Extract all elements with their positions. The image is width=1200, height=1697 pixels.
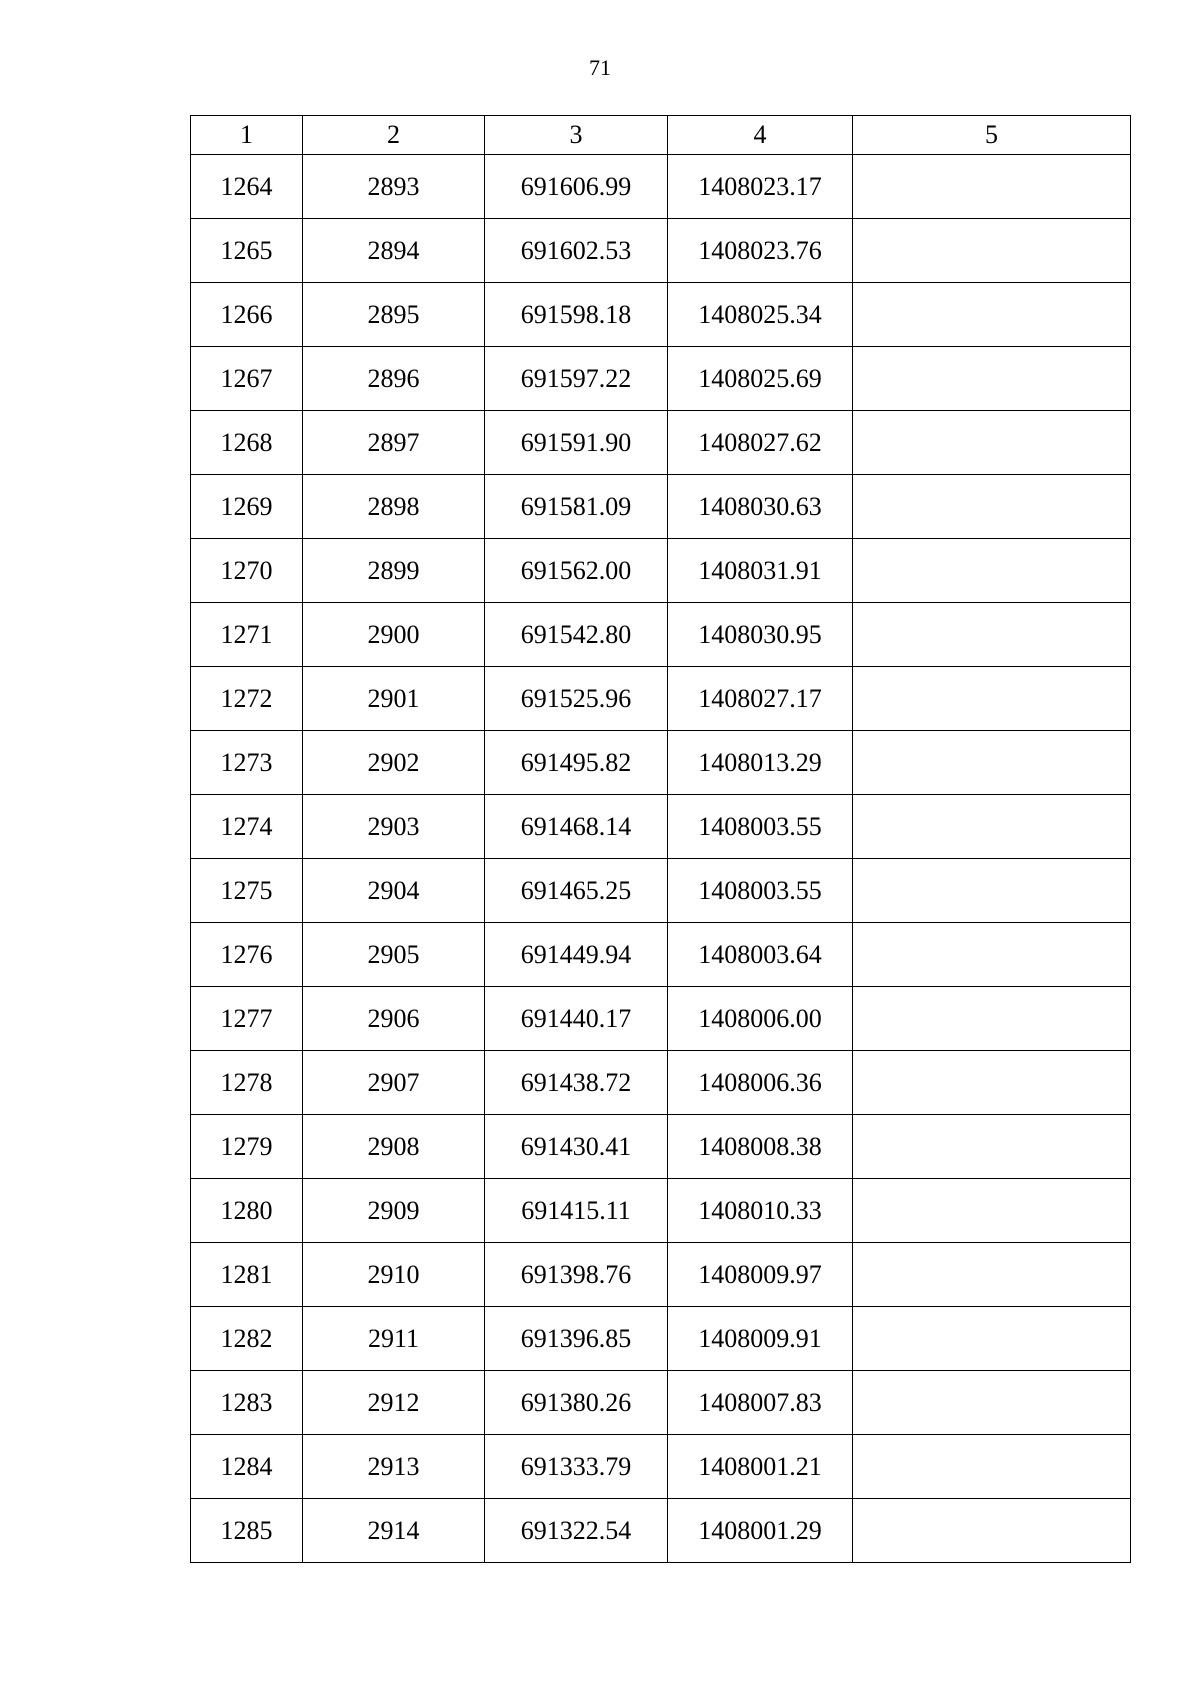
table-cell-col-4: 1408010.33 [668, 1179, 853, 1243]
table-row [191, 603, 1131, 667]
table-cell-col-1: 1269 [191, 475, 303, 539]
table-cell-col-4: 1408025.69 [668, 347, 853, 411]
table-cell-col-5 [853, 1307, 1131, 1371]
table-cell-col-5 [853, 219, 1131, 283]
table-cell-col-2: 2900 [303, 603, 485, 667]
table-row [191, 283, 1131, 347]
table-row [191, 539, 1131, 603]
table-cell-col-5 [853, 795, 1131, 859]
table-cell-col-3: 691562.00 [485, 539, 668, 603]
table-cell-col-2: 2913 [303, 1435, 485, 1499]
table-cell-col-4: 1408023.17 [668, 155, 853, 219]
table-cell-col-1: 1268 [191, 411, 303, 475]
table-cell-col-3: 691495.82 [485, 731, 668, 795]
table-cell-col-4: 1408008.38 [668, 1115, 853, 1179]
table-cell-col-2: 2906 [303, 987, 485, 1051]
table-body [191, 155, 1131, 1563]
table-cell-col-1: 1277 [191, 987, 303, 1051]
table-cell-col-3: 691606.99 [485, 155, 668, 219]
table-cell-col-3: 691430.41 [485, 1115, 668, 1179]
table-row [191, 411, 1131, 475]
table-cell-col-4: 1408009.97 [668, 1243, 853, 1307]
table-cell-col-4: 1408030.95 [668, 603, 853, 667]
table-cell-col-2: 2899 [303, 539, 485, 603]
table-cell-col-1: 1281 [191, 1243, 303, 1307]
table-row [191, 475, 1131, 539]
column-header-3: 3 [485, 116, 668, 155]
table-cell-col-1: 1270 [191, 539, 303, 603]
table-row [191, 347, 1131, 411]
column-header-4: 4 [668, 116, 853, 155]
table-cell-col-5 [853, 539, 1131, 603]
table-cell-col-2: 2901 [303, 667, 485, 731]
table-cell-col-2: 2895 [303, 283, 485, 347]
table-cell-col-4: 1408006.00 [668, 987, 853, 1051]
table-cell-col-5 [853, 603, 1131, 667]
table-cell-col-5 [853, 1243, 1131, 1307]
table-cell-col-4: 1408030.63 [668, 475, 853, 539]
table-cell-col-1: 1280 [191, 1179, 303, 1243]
table-cell-col-3: 691581.09 [485, 475, 668, 539]
column-header-1: 1 [191, 116, 303, 155]
table-cell-col-3: 691440.17 [485, 987, 668, 1051]
table-cell-col-3: 691598.18 [485, 283, 668, 347]
table-cell-col-5 [853, 859, 1131, 923]
table-cell-col-5 [853, 1179, 1131, 1243]
table-cell-col-1: 1282 [191, 1307, 303, 1371]
table-cell-col-5 [853, 731, 1131, 795]
table-cell-col-3: 691398.76 [485, 1243, 668, 1307]
table-row [191, 667, 1131, 731]
table-cell-col-2: 2905 [303, 923, 485, 987]
column-header-5: 5 [853, 116, 1131, 155]
table-cell-col-3: 691415.11 [485, 1179, 668, 1243]
table-cell-col-5 [853, 283, 1131, 347]
table-cell-col-2: 2902 [303, 731, 485, 795]
table-cell-col-1: 1279 [191, 1115, 303, 1179]
table-cell-col-2: 2897 [303, 411, 485, 475]
table-row [191, 1307, 1131, 1371]
table-cell-col-2: 2912 [303, 1371, 485, 1435]
table-cell-col-2: 2904 [303, 859, 485, 923]
table-cell-col-3: 691396.85 [485, 1307, 668, 1371]
table-cell-col-4: 1408009.91 [668, 1307, 853, 1371]
table-cell-col-2: 2908 [303, 1115, 485, 1179]
table-cell-col-4: 1408025.34 [668, 283, 853, 347]
table-cell-col-1: 1267 [191, 347, 303, 411]
table-row [191, 1179, 1131, 1243]
table-cell-col-5 [853, 1371, 1131, 1435]
table-cell-col-5 [853, 667, 1131, 731]
table-cell-col-1: 1266 [191, 283, 303, 347]
table-cell-col-3: 691542.80 [485, 603, 668, 667]
table-cell-col-2: 2909 [303, 1179, 485, 1243]
table-cell-col-5 [853, 475, 1131, 539]
table-cell-col-2: 2898 [303, 475, 485, 539]
table-cell-col-3: 691449.94 [485, 923, 668, 987]
table-cell-col-3: 691333.79 [485, 1435, 668, 1499]
table-cell-col-1: 1275 [191, 859, 303, 923]
table-cell-col-1: 1285 [191, 1499, 303, 1563]
table-cell-col-5 [853, 987, 1131, 1051]
table-cell-col-2: 2894 [303, 219, 485, 283]
table-cell-col-3: 691468.14 [485, 795, 668, 859]
table-cell-col-5 [853, 1435, 1131, 1499]
page-number: 71 [589, 55, 611, 80]
table-cell-col-1: 1278 [191, 1051, 303, 1115]
table-cell-col-1: 1264 [191, 155, 303, 219]
table-row [191, 1371, 1131, 1435]
table-row [191, 1051, 1131, 1115]
table-cell-col-2: 2914 [303, 1499, 485, 1563]
table-cell-col-4: 1408023.76 [668, 219, 853, 283]
table-cell-col-4: 1408027.17 [668, 667, 853, 731]
table-cell-col-1: 1265 [191, 219, 303, 283]
table-row [191, 859, 1131, 923]
table-cell-col-5 [853, 411, 1131, 475]
table-row [191, 923, 1131, 987]
table-cell-col-1: 1284 [191, 1435, 303, 1499]
table-cell-col-3: 691465.25 [485, 859, 668, 923]
table-cell-col-3: 691525.96 [485, 667, 668, 731]
table-cell-col-5 [853, 1051, 1131, 1115]
table-cell-col-1: 1273 [191, 731, 303, 795]
table-cell-col-2: 2893 [303, 155, 485, 219]
column-header-2: 2 [303, 116, 485, 155]
table-cell-col-5 [853, 1115, 1131, 1179]
table-cell-col-2: 2907 [303, 1051, 485, 1115]
table-cell-col-5 [853, 1499, 1131, 1563]
table-row [191, 731, 1131, 795]
table-cell-col-4: 1408003.55 [668, 795, 853, 859]
table-cell-col-4: 1408006.36 [668, 1051, 853, 1115]
table-cell-col-3: 691597.22 [485, 347, 668, 411]
table-cell-col-5 [853, 347, 1131, 411]
table-cell-col-4: 1408027.62 [668, 411, 853, 475]
table-cell-col-4: 1408003.55 [668, 859, 853, 923]
table-row [191, 795, 1131, 859]
table-cell-col-4: 1408001.21 [668, 1435, 853, 1499]
table-cell-col-2: 2896 [303, 347, 485, 411]
table-cell-col-4: 1408001.29 [668, 1499, 853, 1563]
table-cell-col-4: 1408013.29 [668, 731, 853, 795]
table-row [191, 155, 1131, 219]
table-cell-col-5 [853, 923, 1131, 987]
table-row [191, 987, 1131, 1051]
table-cell-col-1: 1274 [191, 795, 303, 859]
table-cell-col-3: 691438.72 [485, 1051, 668, 1115]
table-cell-col-4: 1408003.64 [668, 923, 853, 987]
table-row [191, 1499, 1131, 1563]
table-cell-col-4: 1408031.91 [668, 539, 853, 603]
table-cell-col-3: 691602.53 [485, 219, 668, 283]
table-cell-col-1: 1276 [191, 923, 303, 987]
table-row [191, 1243, 1131, 1307]
table-cell-col-5 [853, 155, 1131, 219]
table-header-row [191, 116, 1131, 155]
table-cell-col-2: 2903 [303, 795, 485, 859]
table-cell-col-3: 691591.90 [485, 411, 668, 475]
table-row [191, 219, 1131, 283]
table-cell-col-1: 1283 [191, 1371, 303, 1435]
table-cell-col-2: 2911 [303, 1307, 485, 1371]
table-cell-col-3: 691380.26 [485, 1371, 668, 1435]
table-cell-col-1: 1272 [191, 667, 303, 731]
coordinates-table [190, 115, 1131, 1563]
table-cell-col-2: 2910 [303, 1243, 485, 1307]
table-row [191, 1115, 1131, 1179]
table-cell-col-3: 691322.54 [485, 1499, 668, 1563]
table-cell-col-4: 1408007.83 [668, 1371, 853, 1435]
table-row [191, 1435, 1131, 1499]
table-cell-col-1: 1271 [191, 603, 303, 667]
